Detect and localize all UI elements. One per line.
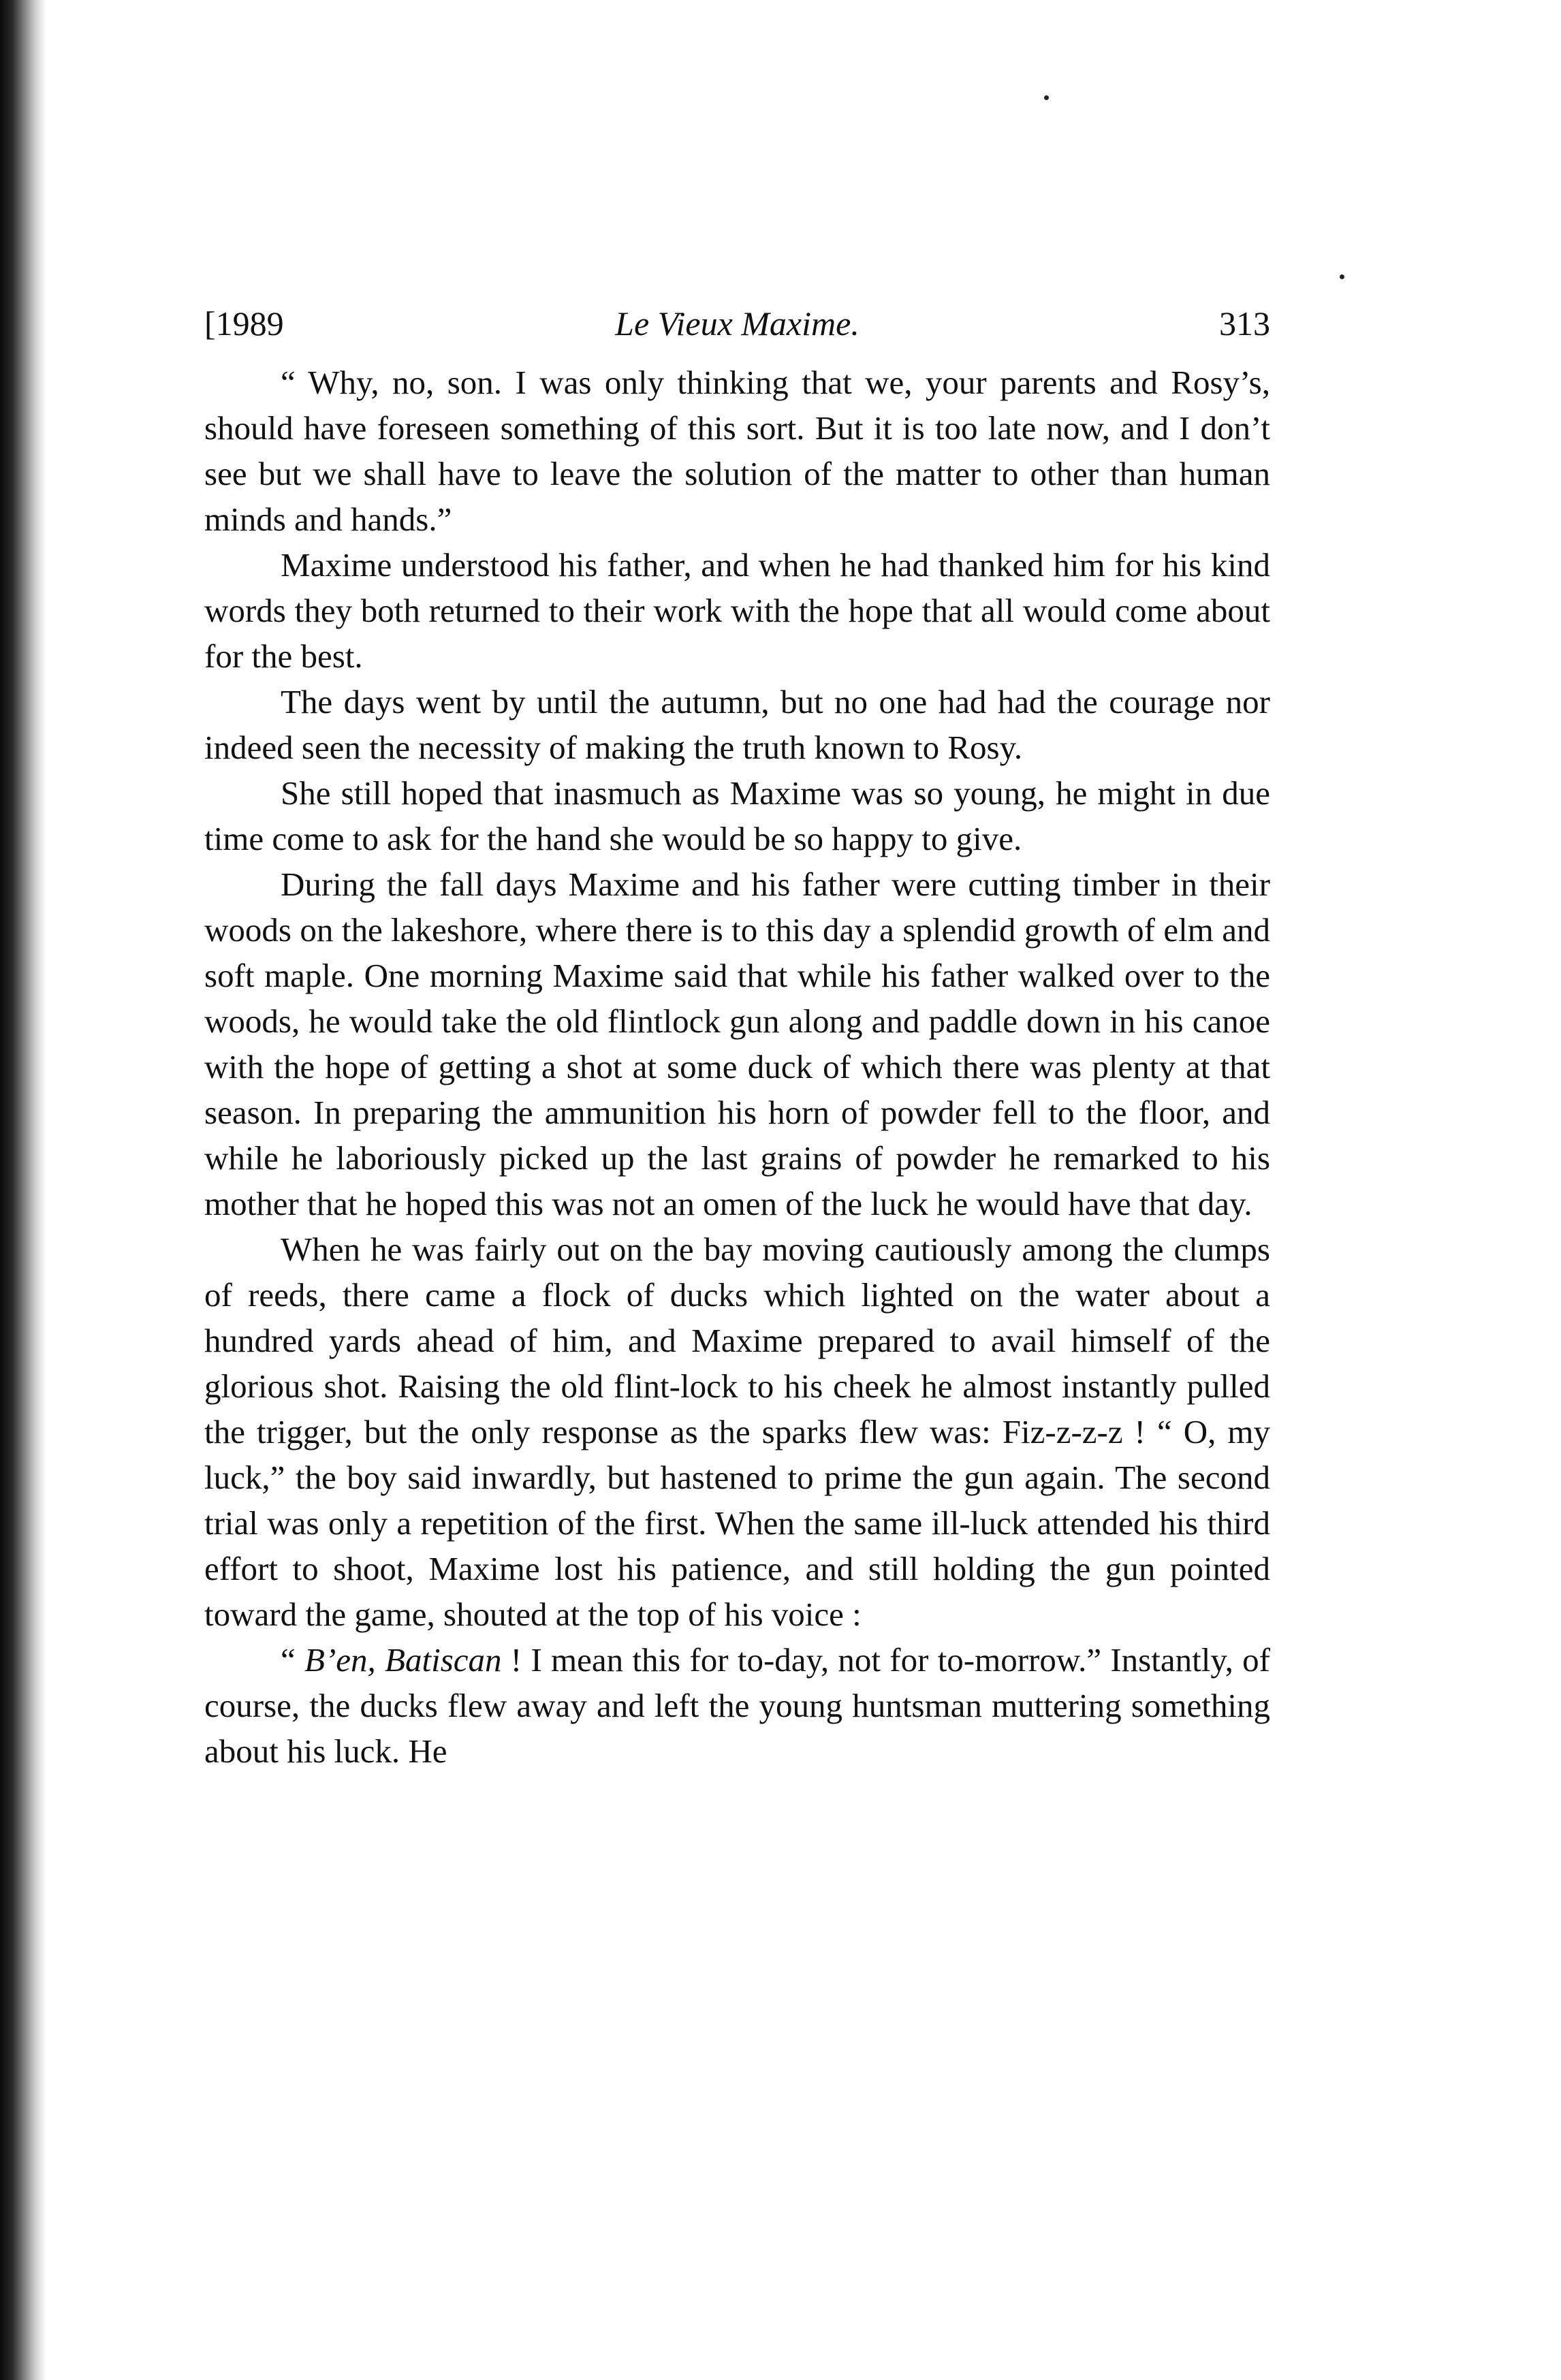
book-page — [204, 300, 1270, 1774]
print-speck — [1340, 274, 1344, 279]
header-left-marker: [1989 — [204, 304, 284, 343]
running-head — [204, 300, 1270, 347]
paragraph: “ Why, no, son. I was only thinking that we, your parents and Rosy’s, should have foreseen something of this sort. But it is too late now, and I don’t see but we shall have to leave the solution of the matter to other than human minds and hands.” — [204, 364, 1270, 538]
open-quote: “ — [281, 1641, 305, 1679]
paragraph: During the fall days Maxime and his father were cutting timber in their woods on the lakeshore, where there is to this day a splendid growth of elm and soft maple. One morning Maxime said that while his father walked over to the woods, he would take the old flintlock gun along and paddle down in his canoe with the hope of getting a shot at some duck of which there was plenty at that season. In preparing the ammunition his horn of powder fell to the floor, and while he laboriously picked up the last grains of powder he remarked to his mother that he hoped this was not an omen of the luck he would have that day. — [204, 866, 1270, 1222]
page-number: 313 — [1219, 304, 1270, 343]
paragraph-last — [204, 1637, 1270, 1774]
paragraph: Maxime understood his father, and when he had thanked him for his kind words they both returned to their work with the hope that all would come about for the best. — [204, 546, 1270, 675]
body-text — [204, 360, 1270, 1774]
italic-exclamation: B’en, Batiscan — [304, 1641, 502, 1679]
paragraph: She still hoped that inasmuch as Maxime was so young, he might in due time come to ask for the hand she would be so happy to give. — [204, 774, 1270, 857]
print-speck — [1044, 95, 1049, 100]
running-title: Le Vieux Maxime. — [615, 304, 860, 343]
paragraph: The days went by until the autumn, but no one had had the courage nor indeed seen the necessity of making the truth known to Rosy. — [204, 683, 1270, 766]
paragraph-continuation: ! I mean this for to-day, not for to-morrow.” Instantly, of course, the ducks flew away and left the young huntsman muttering something about his luck. He — [204, 1641, 1270, 1770]
book-binding-edge — [0, 0, 46, 2380]
paragraph: When he was fairly out on the bay moving cautiously among the clumps of reeds, there came a flock of ducks which lighted on the water about a hundred yards ahead of him, and Maxime prepared to avail himself of the glorious shot. Raising the old flint-lock to his cheek he almost instantly pulled the trigger, but the only response as the sparks flew was: Fiz-z-z-z ! “ O, my luck,” the boy said inwardly, but hastened to prime the gun again. The second trial was only a repetition of the first. When the same ill-luck attended his third effort to shoot, Maxime lost his patience, and still holding the gun pointed toward the game, shouted at the top of his voice : — [204, 1231, 1270, 1633]
